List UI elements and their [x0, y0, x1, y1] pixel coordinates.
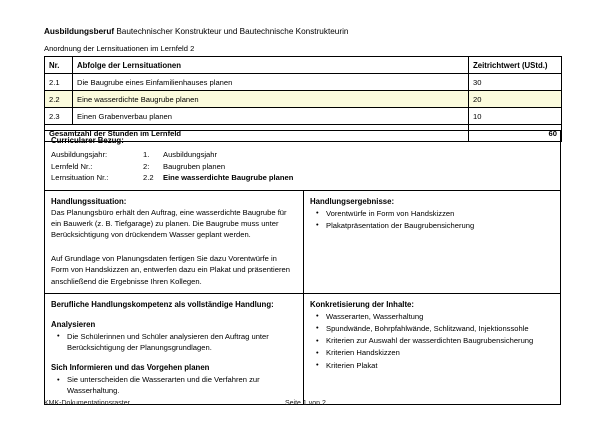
cell-nr: 2.1 [45, 74, 73, 91]
handlungssituation-heading: Handlungssituation: [51, 196, 127, 206]
curricular-number: 2.2 [143, 173, 154, 182]
list-item: • Vorentwürfe in Form von Handskizzen [326, 208, 554, 219]
list-item: • Sie unterscheiden die Wasserarten und die Verfahren zur Wasserhaltung. [67, 374, 295, 396]
curricular-row [51, 161, 554, 173]
cell-title: Eine wasserdichte Baugrube planen [73, 91, 469, 108]
table-row-highlighted [45, 91, 562, 108]
list-item: • Kriterien zur Auswahl der wasserdichten Baugrubensicherung [326, 335, 554, 346]
cell-title: Einen Grabenverbau planen [73, 108, 469, 125]
curricular-label: Ausbildungsjahr: [51, 150, 108, 159]
cell-title: Die Baugrube eines Einfamilienhauses planen [73, 74, 469, 91]
table-row [45, 74, 562, 91]
konkretisierung-heading: Konkretisierung der Inhalte: [310, 299, 414, 309]
handlungskompetenz-cell [45, 294, 304, 404]
cell-time: 20 [469, 91, 562, 108]
column-header-time: Zeitrichtwert (UStd.) [469, 57, 562, 74]
konkretisierung-cell [304, 294, 560, 404]
handlungssituation-paragraph-1: Das Planungsbüro erhält den Auftrag, eine wasserdichte Baugrube für ein Bauwerk (z. B. Tiefgarage) zu planen. Die Baugrube muss unter Berücksichtigung von drückendem Wasser geplant werden. [51, 207, 287, 239]
cell-time: 30 [469, 74, 562, 91]
total-value: 60 [469, 125, 562, 142]
curricular-heading: Curricularer Bezug: [51, 136, 124, 145]
competence-list-analysieren [51, 331, 295, 353]
handlungskompetenz-heading: Berufliche Handlungskompetenz als vollständige Handlung: [51, 299, 274, 309]
page-subtitle: Anordnung der Lernsituationen im Lernfeld 2 [44, 44, 195, 53]
handlungsergebnisse-heading: Handlungsergebnisse: [310, 196, 395, 206]
curricular-value: Ausbildungsjahr [163, 150, 218, 159]
curricular-row [51, 149, 554, 161]
cell-nr: 2.3 [45, 108, 73, 125]
column-header-nr: Nr. [45, 57, 73, 74]
handlungsergebnisse-list [310, 208, 554, 231]
curricular-number: 2: [143, 161, 150, 171]
curricular-number: 1. [143, 150, 150, 159]
konkretisierung-list [310, 311, 554, 371]
list-item: • Die Schülerinnen und Schüler analysieren den Auftrag unter Berücksichtigung der Planungsgrundlagen. [67, 331, 295, 353]
list-item: • Kriterien Plakat [326, 360, 554, 371]
competence-contents-section [45, 294, 560, 404]
kmk-raster [44, 130, 561, 405]
curricular-value: Baugruben planen [163, 161, 226, 171]
page-title [44, 26, 348, 37]
list-item: • Spundwände, Bohrpfahlwände, Schlitzwand, Injektionssohle [326, 323, 554, 334]
table-header-row [45, 57, 562, 74]
competence-group-title-analysieren: Analysieren [51, 319, 96, 329]
cell-time: 10 [469, 108, 562, 125]
footer-page-number: Seite 1 von 2 [285, 400, 326, 407]
page-title-lead: Ausbildungsberuf [44, 27, 115, 36]
list-item: • Wasserarten, Wasserhaltung [326, 311, 554, 322]
footer-left-text: KMK-Dokumentationsraster [44, 400, 130, 407]
handlungssituation-paragraph-2: Auf Grundlage von Planungsdaten fertigen Sie dazu Vorentwürfe in Form von Handskizzen an, entwerfen dazu ein Plakat und präsentieren anschließend die Ergebnisse Ihren Kollegen. [51, 254, 290, 286]
cell-nr: 2.2 [45, 91, 73, 108]
curricular-reference-section [45, 131, 560, 191]
curricular-label: Lernsituation Nr.: [51, 173, 109, 182]
competence-group-title-informieren: Sich Informieren und das Vorgehen planen [51, 363, 210, 373]
curricular-label: Lernfeld Nr.: [51, 161, 93, 171]
handlungssituation-cell [45, 191, 304, 293]
list-item: • Plakatpräsentation der Baugrubensicherung [326, 220, 554, 231]
situation-results-section [45, 191, 560, 294]
competence-list-informieren [51, 374, 295, 396]
list-item: • Kriterien Handskizzen [326, 347, 554, 358]
curricular-row [51, 172, 554, 184]
table-row [45, 108, 562, 125]
column-header-title: Abfolge der Lernsituationen [73, 57, 469, 74]
curricular-value: Eine wasserdichte Baugrube planen [163, 173, 294, 182]
page-title-rest: Bautechnischer Konstrukteur und Bautechnische Konstrukteurin [114, 27, 349, 36]
handlungsergebnisse-cell [304, 191, 560, 293]
total-label: Gesamtzahl der Stunden im Lernfeld [45, 125, 469, 142]
